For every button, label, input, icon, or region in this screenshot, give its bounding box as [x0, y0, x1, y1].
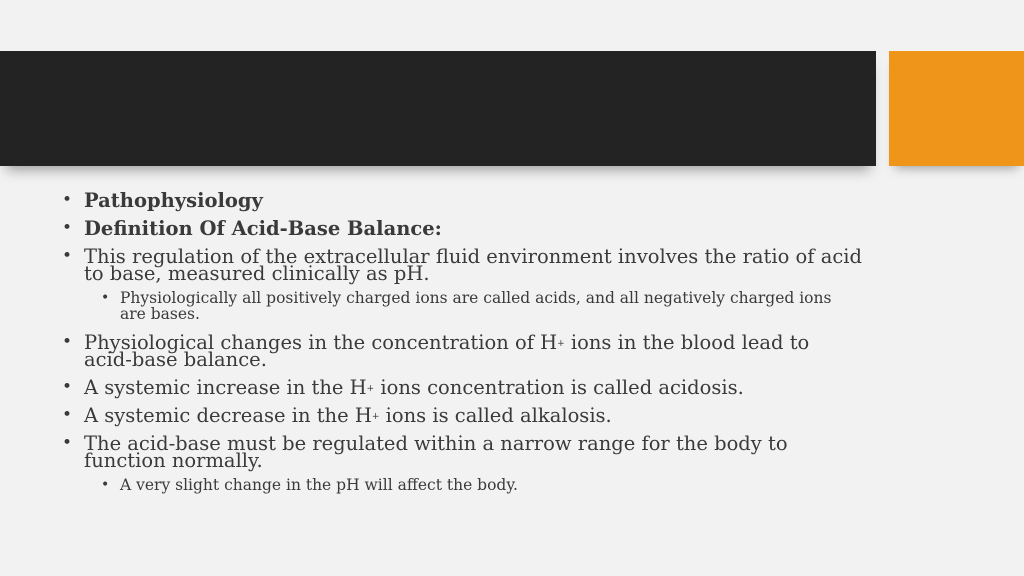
- bullet-text: [84, 376, 744, 399]
- bullet-icon: •: [62, 190, 73, 210]
- bullet-text: Definition Of Acid-Base Balance:: [84, 217, 442, 240]
- sub-bullet-item: [101, 477, 862, 493]
- bullet-item: [62, 331, 862, 371]
- text-part: A systemic decrease in the H: [84, 404, 372, 427]
- text-part: A systemic increase in the H: [84, 376, 367, 399]
- bullet-icon: •: [62, 332, 73, 352]
- superscript: +: [371, 412, 380, 422]
- bullet-item: [62, 245, 862, 285]
- superscript: +: [366, 384, 375, 394]
- bullet-text: A very slight change in the pH will affect the body.: [120, 476, 518, 494]
- bullet-text: [84, 404, 612, 427]
- bullet-text: The acid-base must be regulated within a narrow range for the body to function normally.: [84, 432, 788, 472]
- bullet-item: [62, 189, 862, 212]
- text-part: Physiological changes in the concentration of H: [84, 331, 558, 354]
- superscript: +: [557, 339, 565, 349]
- title-bar: [0, 51, 876, 166]
- bullet-text: Pathophysiology: [84, 189, 263, 212]
- bullet-icon: •: [62, 377, 73, 397]
- slide-body: [62, 189, 862, 505]
- bullet-text: Physiologically all positively charged ions are called acids, and all negatively charged ions are bases.: [120, 289, 832, 323]
- bullet-item: [62, 432, 862, 472]
- bullet-icon: •: [62, 218, 73, 238]
- text-part: ions concentration is called acidosis.: [374, 376, 744, 399]
- sub-bullet-item: [101, 290, 862, 322]
- bullet-icon: •: [62, 433, 73, 453]
- text-part: ions is called alkalosis.: [379, 404, 612, 427]
- bullet-icon: •: [62, 246, 73, 266]
- bullet-item: [62, 217, 862, 240]
- bullet-icon: •: [101, 290, 110, 306]
- bullet-icon: •: [62, 405, 73, 425]
- accent-box: [889, 51, 1024, 166]
- bullet-text: [84, 331, 809, 371]
- bullet-text: This regulation of the extracellular fluid environment involves the ratio of acid to base, measured clinically as pH.: [84, 245, 862, 285]
- bullet-item: [62, 404, 862, 427]
- bullet-item: [62, 376, 862, 399]
- bullet-icon: •: [101, 477, 110, 493]
- text-part: ions in the blood lead to acid-base balance.: [84, 331, 810, 371]
